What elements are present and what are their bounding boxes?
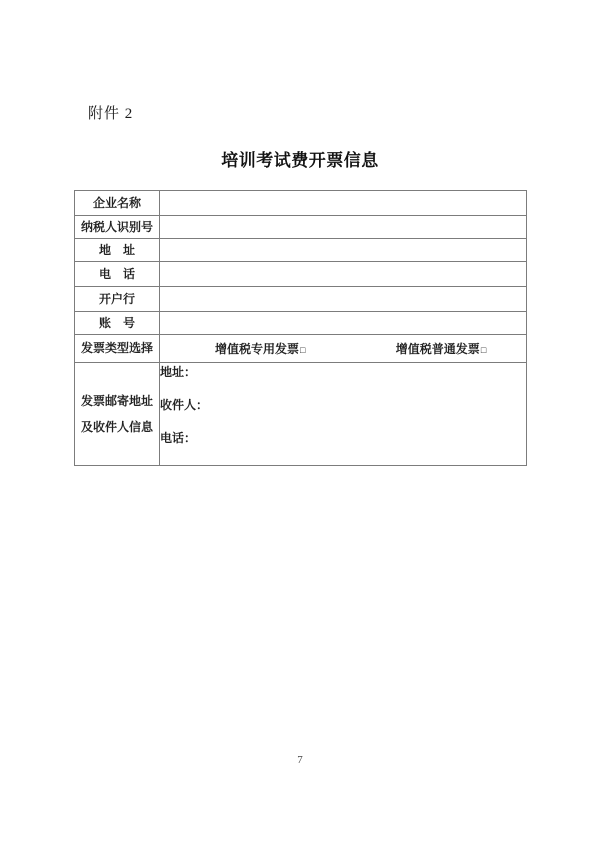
address-field[interactable]	[160, 239, 527, 262]
table-row-address	[75, 239, 527, 262]
title-suffix: 费开票信息	[291, 151, 379, 170]
mailing-recipient-label: 收件人：	[160, 398, 209, 412]
page-number: 7	[297, 754, 303, 766]
row-label-mailing-info	[75, 363, 160, 466]
invoice-info-table	[74, 190, 527, 466]
table-row-bank	[75, 287, 527, 312]
row-label-account-number: 账 号	[75, 312, 160, 335]
row-label-taxpayer-id: 纳税人识别号	[75, 216, 160, 239]
mailing-recipient-field[interactable]	[160, 396, 526, 429]
mailing-phone-field[interactable]	[160, 429, 526, 462]
row-label-phone: 电 话	[75, 262, 160, 287]
table-row-account-number	[75, 312, 527, 335]
mailing-phone-label: 电话：	[160, 431, 197, 445]
title-emphasis: 考试	[256, 151, 292, 170]
bank-field[interactable]	[160, 287, 527, 312]
mailing-label-line2: 及收件人信息	[80, 420, 153, 434]
account-number-field[interactable]	[160, 312, 527, 335]
option-special-vat-invoice-label: 增值税专用发票	[215, 342, 300, 356]
invoice-type-options	[160, 335, 527, 363]
checkbox-general-vat-invoice[interactable]: □	[480, 345, 487, 355]
option-general-vat-invoice	[396, 342, 486, 356]
mailing-address-label: 地址：	[160, 365, 197, 379]
table-row-taxpayer-id	[75, 216, 527, 239]
mailing-address-field[interactable]	[160, 363, 526, 396]
row-label-bank: 开户行	[75, 287, 160, 312]
option-special-vat-invoice	[215, 342, 305, 356]
phone-field[interactable]	[160, 262, 527, 287]
table-row-company-name	[75, 191, 527, 216]
page-title	[0, 146, 600, 171]
option-general-vat-invoice-label: 增值税普通发票	[395, 342, 480, 356]
row-label-invoice-type: 发票类型选择	[75, 335, 160, 363]
title-prefix: 培训	[221, 151, 257, 170]
mailing-fields	[160, 363, 527, 466]
mailing-label-line1: 发票邮寄地址	[80, 394, 153, 408]
attachment-label: 附件 2	[88, 106, 134, 122]
company-name-field[interactable]	[160, 191, 527, 216]
checkbox-special-vat-invoice[interactable]: □	[300, 345, 306, 355]
table-row-invoice-type	[75, 335, 527, 363]
table-row-phone	[75, 262, 527, 287]
taxpayer-id-field[interactable]	[160, 216, 527, 239]
table-row-mailing-info	[75, 363, 527, 466]
row-label-company-name: 企业名称	[75, 191, 160, 216]
row-label-address: 地 址	[75, 239, 160, 262]
